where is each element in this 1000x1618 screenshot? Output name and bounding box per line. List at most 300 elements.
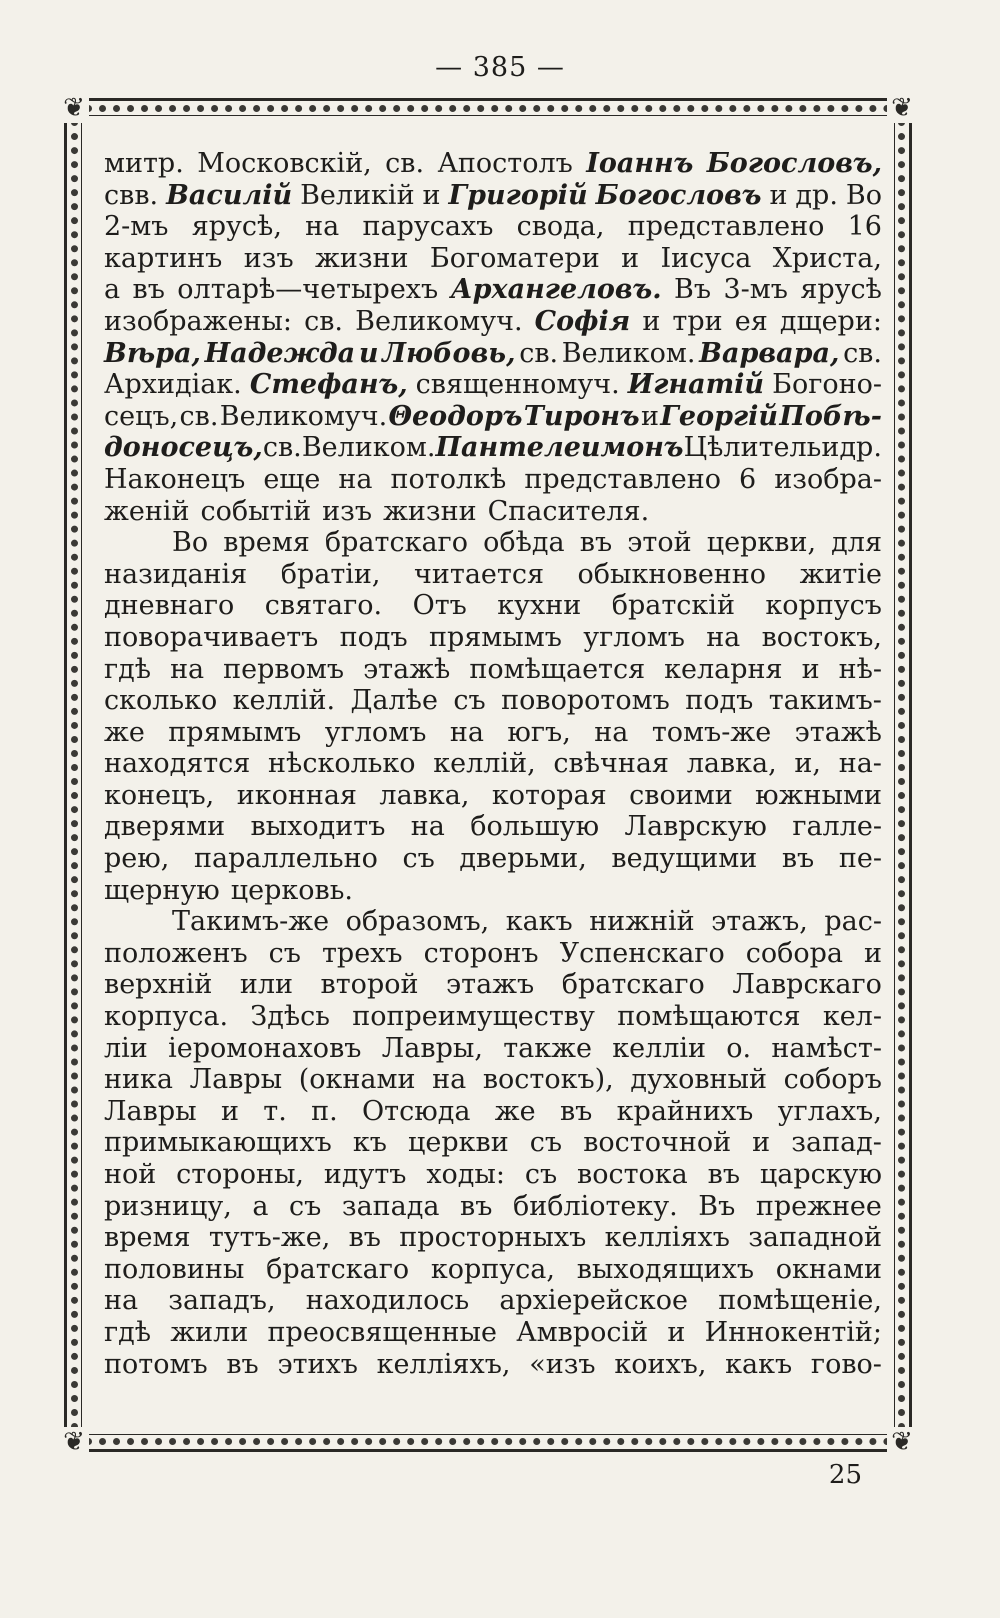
word: съ [524, 1159, 558, 1190]
word: св. [179, 400, 219, 432]
word: корпуса. [104, 1001, 229, 1033]
italic-word: Игнатій [627, 369, 765, 401]
word: ліи [104, 1032, 148, 1064]
word: Архидіак. [104, 369, 242, 401]
word: съ [289, 1190, 322, 1222]
word: югъ, [507, 716, 571, 748]
word: верхній [104, 969, 213, 1001]
word: митр. [104, 148, 184, 179]
word: рас- [824, 906, 882, 938]
italic-word: Варвара, [699, 337, 840, 369]
word: церковь. [230, 874, 354, 906]
word: св. [304, 305, 344, 337]
word: Іисуса [660, 242, 752, 274]
body-text [104, 148, 882, 1380]
italic-word: Архангеловъ. [450, 274, 662, 306]
word: и [220, 1095, 239, 1127]
text-line [104, 1033, 882, 1065]
word: время [104, 1222, 191, 1254]
word: первомъ [223, 653, 345, 685]
word: и [667, 1316, 686, 1348]
word: Цѣлитель [683, 432, 822, 464]
text-line [104, 780, 882, 812]
word: Великій [300, 179, 415, 211]
word: царскую [759, 1159, 882, 1190]
word: на [305, 211, 340, 243]
word: священномуч. [415, 369, 620, 401]
word: Такимъ-же [172, 906, 330, 938]
word: и [642, 305, 661, 337]
word: изъ [322, 495, 373, 527]
text-line [104, 843, 882, 875]
word: сколько [104, 685, 218, 717]
word: представлено [627, 211, 825, 243]
word: прямымъ [168, 716, 302, 748]
word: др. [839, 432, 882, 464]
word: съ [268, 937, 301, 969]
word: представлено [524, 463, 721, 495]
word: и [621, 242, 640, 274]
word: свода, [516, 211, 605, 243]
word: этажъ, [711, 906, 808, 938]
word: поворотомъ [501, 685, 670, 717]
text-line [104, 938, 882, 970]
word: въ [559, 1095, 593, 1127]
word: собора [745, 937, 843, 969]
italic-word: Побѣ- [779, 400, 882, 432]
word: попреимуществу [352, 1001, 595, 1033]
word: дверями [104, 811, 226, 843]
word: на- [838, 748, 882, 780]
word: тутъ-же, [208, 1222, 331, 1254]
word: Во [172, 527, 209, 559]
word: нижній [589, 906, 695, 938]
word: событій [200, 495, 312, 527]
word: жизни [315, 242, 409, 274]
word: и [640, 400, 659, 432]
word: въ [707, 1159, 741, 1190]
text-line [104, 622, 882, 654]
word: стороны, [176, 1159, 305, 1190]
word: изобра- [774, 463, 882, 495]
text-line [104, 338, 882, 370]
text-line [104, 243, 882, 275]
word: изображены: [104, 305, 293, 337]
word: ника [104, 1064, 173, 1096]
word: женій [104, 495, 190, 527]
word: нѣ- [838, 653, 882, 685]
signature-mark: 25 [828, 1460, 862, 1490]
text-line [104, 717, 882, 749]
word: 6 [739, 463, 757, 495]
word: Въ [698, 1190, 736, 1222]
word: св. [519, 337, 559, 369]
italic-word: Георгій [660, 400, 779, 432]
word: Лавры [189, 1064, 283, 1096]
word: св. [843, 337, 882, 369]
text-line [104, 685, 882, 717]
word: обѣда [483, 527, 565, 559]
word: обыкновенно [577, 558, 767, 590]
word: (окнами [298, 1064, 416, 1096]
word: Богоно- [772, 369, 882, 401]
word: западной [748, 1222, 882, 1254]
word: на [170, 653, 205, 685]
word: прямымъ [428, 621, 562, 653]
word: кухни [497, 590, 582, 622]
word: на [432, 1064, 467, 1096]
word: намѣст- [771, 1032, 882, 1064]
word: Великом. [301, 432, 436, 464]
word: библіотеку. [512, 1190, 678, 1222]
word: гово- [810, 1348, 882, 1380]
text-line [104, 527, 882, 559]
italic-word: Θеодоръ [388, 400, 523, 432]
word: щерную [104, 874, 220, 906]
word: этажѣ [363, 653, 451, 685]
word: о. [726, 1032, 752, 1064]
word: и [821, 432, 840, 464]
word: Наконецъ [104, 463, 246, 495]
word: Богоматери [429, 242, 600, 274]
text-line [104, 590, 882, 622]
word: братіи, [280, 558, 381, 590]
word: жизни [383, 495, 477, 527]
word: большую [470, 811, 600, 843]
word: подъ [339, 621, 408, 653]
word: дверьми, [459, 843, 587, 875]
word: же [494, 1095, 536, 1127]
italic-word: Любовь, [382, 337, 516, 369]
word: дщери: [779, 305, 882, 337]
italic-word: Богословъ [595, 179, 762, 211]
text-line [104, 1317, 882, 1349]
word: «изъ [529, 1348, 596, 1380]
word: св. [385, 148, 425, 179]
word: лавка, [686, 748, 777, 780]
word: рею, [104, 843, 170, 875]
word: помѣщается [469, 653, 646, 685]
word: а [252, 1190, 269, 1222]
word: востока [577, 1159, 688, 1190]
word: назиданія [104, 558, 248, 590]
word: выходящихъ [576, 1253, 755, 1285]
word: востокъ, [761, 621, 882, 653]
word: Лаврскую [624, 811, 767, 843]
word: находилось [305, 1285, 470, 1317]
word: ведущими [611, 843, 758, 875]
word: ной [104, 1159, 157, 1190]
corner-ornament-icon: ❦ [887, 93, 917, 123]
text-line [104, 1127, 882, 1159]
word: т. [263, 1095, 287, 1127]
word: и [752, 1127, 771, 1159]
italic-word: Стефанъ, [249, 369, 408, 401]
text-line [104, 654, 882, 686]
word: гдѣ [104, 1316, 152, 1348]
word: а [104, 274, 121, 306]
word: ходы: [426, 1159, 506, 1190]
word: потолкѣ [390, 463, 507, 495]
word: келліи [612, 1032, 707, 1064]
text-line [104, 875, 882, 907]
word: духовный [630, 1064, 768, 1096]
word: 16 [847, 211, 882, 243]
italic-word: Богословъ, [706, 148, 882, 179]
word: братскаго [324, 527, 468, 559]
text-line [104, 211, 882, 243]
word: запад- [791, 1127, 882, 1159]
italic-word: Григорій [448, 179, 588, 211]
word: три [672, 305, 723, 337]
word: корпусъ [765, 590, 882, 622]
word: читается [414, 558, 544, 590]
word: еще [263, 463, 321, 495]
text-line [104, 1064, 882, 1096]
word: Великомуч. [355, 305, 523, 337]
word: и [801, 653, 820, 685]
word: на [104, 1285, 139, 1317]
word: Иннокентій; [704, 1316, 882, 1348]
word: на [449, 716, 484, 748]
word: въ [226, 1348, 259, 1380]
word: иконная [236, 779, 357, 811]
text-line [104, 969, 882, 1001]
corner-ornament-icon: ❦ [887, 1427, 917, 1457]
text-line [104, 1191, 882, 1223]
text-line [104, 1285, 882, 1317]
text-line [104, 559, 882, 591]
text-line [104, 906, 882, 938]
word: келлій. [232, 685, 336, 717]
word: Въ [674, 274, 712, 306]
word: изъ [243, 242, 294, 274]
text-line [104, 1096, 882, 1128]
word: въ [348, 1222, 381, 1254]
italic-word: Вѣра, [104, 337, 201, 369]
word: Отсюда [362, 1095, 471, 1127]
word: время [223, 527, 310, 559]
word: іеромонаховъ [168, 1032, 362, 1064]
word: примыкающихъ [104, 1127, 332, 1159]
word: помѣщаются [617, 1001, 801, 1033]
text-line [104, 1254, 882, 1286]
word: святаго. [264, 590, 383, 622]
word: жили [170, 1316, 249, 1348]
word: находятся [104, 748, 251, 780]
text-line [104, 1001, 882, 1033]
word: запада [341, 1190, 440, 1222]
word: къ [352, 1127, 387, 1159]
italic-word: Тиронъ [523, 400, 640, 432]
word: этой [627, 527, 692, 559]
word: соборъ [783, 1064, 882, 1096]
italic-word: доносецъ, [104, 432, 263, 464]
word: келлій, [433, 748, 536, 780]
word: кел- [822, 1001, 882, 1033]
word: 3-мъ [723, 274, 788, 306]
word: съ [402, 843, 435, 875]
word: ея [734, 305, 768, 337]
word: этажѣ [794, 716, 882, 748]
word: крайнихъ [616, 1095, 754, 1127]
word: выходитъ [250, 811, 386, 843]
word: этихъ [277, 1348, 358, 1380]
text-line [104, 811, 882, 843]
word: церкви [408, 1127, 509, 1159]
word: томъ-же [651, 716, 772, 748]
italic-word: и [358, 337, 379, 369]
italic-word: Софія [534, 305, 631, 337]
page-number: — 385 — [435, 52, 565, 83]
word: ризницу, [104, 1190, 232, 1222]
text-line [104, 1222, 882, 1254]
word: окнами [775, 1253, 882, 1285]
text-line [104, 1349, 882, 1381]
word: для [831, 527, 882, 559]
word: потомъ [104, 1348, 208, 1380]
word: гдѣ [104, 653, 152, 685]
word: св. [262, 432, 302, 464]
text-line [104, 401, 882, 433]
word: также [503, 1032, 592, 1064]
word: Успенскаго [559, 937, 725, 969]
word: лавка, [379, 779, 470, 811]
word: келарня [664, 653, 783, 685]
text-line [104, 180, 882, 212]
word: какъ [725, 1348, 793, 1380]
word: Московскій, [197, 148, 372, 179]
word: Спасителя. [487, 495, 650, 527]
word: нѣсколько [268, 748, 416, 780]
word: Великомуч. [219, 400, 388, 432]
word: западъ, [168, 1285, 276, 1317]
word: братскаго [266, 1253, 410, 1285]
word: идутъ [323, 1159, 407, 1190]
word: съ [453, 685, 486, 717]
word: др. [795, 179, 838, 211]
word: прежнее [755, 1190, 882, 1222]
word: братскій [611, 590, 735, 622]
word: на [410, 811, 445, 843]
word: своими [629, 779, 733, 811]
word: житіе [799, 558, 882, 590]
italic-word: Василій [166, 179, 293, 211]
word: Великом. [561, 337, 696, 369]
word: поворачиваетъ [104, 621, 319, 653]
italic-word: Іоаннъ [586, 148, 694, 179]
word: востокъ), [482, 1064, 614, 1096]
word: Амвросій [516, 1316, 649, 1348]
word: преосвященные [267, 1316, 497, 1348]
text-line [104, 432, 882, 464]
corner-ornament-icon: ❦ [59, 93, 89, 123]
word: келліяхъ, [376, 1348, 511, 1380]
word: положенъ [104, 937, 248, 969]
word: этажъ [446, 969, 535, 1001]
word: образомъ, [345, 906, 490, 938]
word: которая [491, 779, 607, 811]
text-line [104, 274, 882, 306]
word: въ [579, 527, 613, 559]
text-line [104, 748, 882, 780]
word: дневнаго [104, 590, 235, 622]
word: Далѣе [350, 685, 438, 717]
word: трехъ [321, 937, 403, 969]
word: какъ [505, 906, 573, 938]
word: свв. [104, 179, 159, 211]
word: на [594, 716, 629, 748]
word: въ [460, 1190, 493, 1222]
word: восточной [583, 1127, 732, 1159]
word: свѣчная [553, 748, 669, 780]
text-line [104, 464, 882, 496]
italic-word: Пантелеимонъ [435, 432, 684, 464]
word: конецъ, [104, 779, 215, 811]
word: Во [845, 179, 882, 211]
word: такимъ- [768, 685, 882, 717]
italic-word: Надежда [204, 337, 356, 369]
word: помѣщеніе, [718, 1285, 882, 1317]
word: архіерейское [499, 1285, 689, 1317]
word: ярусѣ, [191, 211, 282, 243]
word: Лавры [104, 1095, 197, 1127]
word: Лаврскаго [732, 969, 882, 1001]
word: параллельно [193, 843, 378, 875]
word: 2-мъ [104, 211, 169, 243]
word: сецъ, [104, 400, 179, 432]
word: просторныхъ [399, 1222, 587, 1254]
word: и [864, 937, 882, 969]
word: и [769, 179, 788, 211]
word: съ [529, 1127, 563, 1159]
word: же [104, 716, 145, 748]
text-line [104, 1159, 882, 1191]
word: Христа, [772, 242, 882, 274]
word: и [422, 179, 441, 211]
word: братскаго [561, 969, 705, 1001]
word: церкви, [706, 527, 817, 559]
text-line [104, 496, 882, 528]
word: угломъ [583, 621, 685, 653]
word: пе- [838, 843, 882, 875]
word: парусахъ [362, 211, 494, 243]
corner-ornament-icon: ❦ [59, 1427, 89, 1457]
word: въ [132, 274, 165, 306]
word: Здѣсь [250, 1001, 330, 1033]
word: второй [320, 969, 419, 1001]
word: п. [311, 1095, 338, 1127]
word: картинъ [104, 242, 223, 274]
word: олтарѣ—четырехъ [177, 274, 439, 306]
word: коихъ, [614, 1348, 707, 1380]
word: и, [794, 748, 821, 780]
word: въ [781, 843, 815, 875]
word: на [338, 463, 373, 495]
word: галле- [792, 811, 882, 843]
word: или [239, 969, 294, 1001]
word: келліяхъ [604, 1222, 730, 1254]
word: углахъ, [777, 1095, 882, 1127]
word: сторонъ [423, 937, 539, 969]
word: половины [104, 1253, 245, 1285]
word: Отъ [412, 590, 467, 622]
word: южными [755, 779, 882, 811]
text-line [104, 369, 882, 401]
word: на [706, 621, 741, 653]
text-line [104, 148, 882, 180]
text-line [104, 306, 882, 338]
